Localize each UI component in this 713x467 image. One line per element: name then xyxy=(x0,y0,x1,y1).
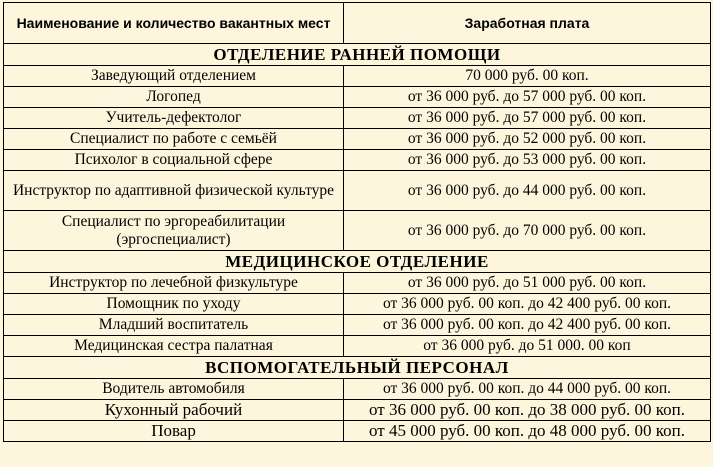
position-name: Логопед xyxy=(4,87,344,108)
table-row xyxy=(4,150,711,171)
header-salary-cell: Заработная плата xyxy=(344,3,711,44)
section-title: МЕДИЦИНСКОЕ ОТДЕЛЕНИЕ xyxy=(4,251,711,273)
position-name: Учитель-дефектолог xyxy=(4,108,344,129)
table-row xyxy=(4,87,711,108)
position-name: Специалист по работе с семьёй xyxy=(4,129,344,150)
salary-value: от 36 000 руб. до 51 000. 00 коп xyxy=(344,336,711,357)
position-name: Помощник по уходу xyxy=(4,294,344,315)
vacancy-table xyxy=(3,2,711,442)
position-name: Повар xyxy=(4,421,344,442)
salary-value: от 36 000 руб. до 53 000 руб. 00 коп. xyxy=(344,150,711,171)
position-name: Кухонный рабочий xyxy=(4,400,344,421)
position-name: Инструктор по лечебной физкультуре xyxy=(4,273,344,294)
table-header-row xyxy=(4,3,711,44)
table-row xyxy=(4,171,711,211)
table-row xyxy=(4,66,711,87)
table-row xyxy=(4,421,711,442)
header-name-cell: Наименование и количество вакантных мест xyxy=(4,3,344,44)
salary-value: от 36 000 руб. 00 коп. до 42 400 руб. 00 коп. xyxy=(344,294,711,315)
table-row xyxy=(4,108,711,129)
salary-value: от 36 000 руб. до 57 000 руб. 00 коп. xyxy=(344,87,711,108)
salary-value: от 36 000 руб. до 52 000 руб. 00 коп. xyxy=(344,129,711,150)
table-row xyxy=(4,273,711,294)
salary-value: от 36 000 руб. до 51 000 руб. 00 коп. xyxy=(344,273,711,294)
salary-value: от 36 000 руб. 00 коп. до 38 000 руб. 00 коп. xyxy=(344,400,711,421)
table-row xyxy=(4,294,711,315)
section-row xyxy=(4,44,711,66)
position-name: Младший воспитатель xyxy=(4,315,344,336)
position-name: Водитель автомобиля xyxy=(4,379,344,400)
salary-value: 70 000 руб. 00 коп. xyxy=(344,66,711,87)
salary-value: от 36 000 руб. до 44 000 руб. 00 коп. xyxy=(344,171,711,211)
salary-value: от 36 000 руб. 00 коп. до 44 000 руб. 00 коп. xyxy=(344,379,711,400)
position-name: Специалист по эргореабилитации (эргоспециалист) xyxy=(4,211,344,251)
position-name: Психолог в социальной сфере xyxy=(4,150,344,171)
table-row xyxy=(4,336,711,357)
section-row xyxy=(4,357,711,379)
section-title: ОТДЕЛЕНИЕ РАННЕЙ ПОМОЩИ xyxy=(4,44,711,66)
section-row xyxy=(4,251,711,273)
salary-value: от 36 000 руб. до 57 000 руб. 00 коп. xyxy=(344,108,711,129)
table-row xyxy=(4,315,711,336)
salary-value: от 45 000 руб. 00 коп. до 48 000 руб. 00 коп. xyxy=(344,421,711,442)
position-name: Инструктор по адаптивной физической культуре xyxy=(4,171,344,211)
table-row xyxy=(4,379,711,400)
section-title: ВСПОМОГАТЕЛЬНЫЙ ПЕРСОНАЛ xyxy=(4,357,711,379)
table-row xyxy=(4,129,711,150)
position-name: Медицинская сестра палатная xyxy=(4,336,344,357)
salary-value: от 36 000 руб. до 70 000 руб. 00 коп. xyxy=(344,211,711,251)
table-row xyxy=(4,211,711,251)
table-row xyxy=(4,400,711,421)
salary-value: от 36 000 руб. 00 коп. до 42 400 руб. 00 коп. xyxy=(344,315,711,336)
position-name: Заведующий отделением xyxy=(4,66,344,87)
